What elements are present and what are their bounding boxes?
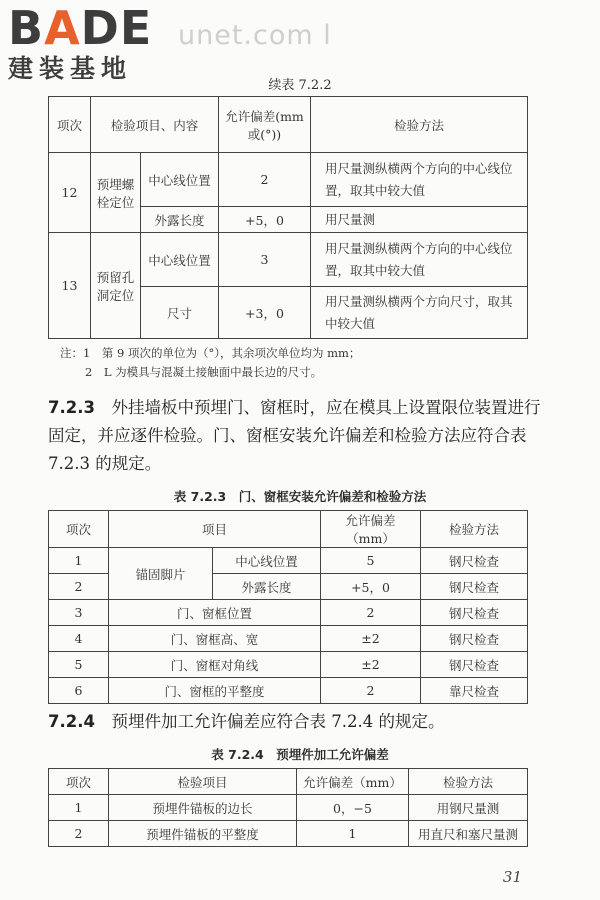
cell-item: 门、窗框的平整度 <box>109 678 321 704</box>
cell-method: 用尺量测 <box>311 207 528 233</box>
table-7-2-4 <box>48 768 528 847</box>
cell-no: 4 <box>49 626 109 652</box>
cell-tolerance: 3 <box>219 233 311 287</box>
note-2: 2 L 为模具与混凝土接触面中最长边的尺寸。 <box>85 365 323 379</box>
cell-method: 用尺量测纵横两个方向的中心线位置，取其中较大值 <box>311 153 528 207</box>
cell-no: 2 <box>49 821 109 847</box>
col-header-tolerance: 允许偏差（mm） <box>297 769 409 795</box>
col-header-method: 检验方法 <box>421 511 528 548</box>
col-header-no: 项次 <box>49 511 109 548</box>
cell-item: 预埋件锚板的边长 <box>109 795 297 821</box>
cell-item: 门、窗框位置 <box>109 600 321 626</box>
table-7-2-3-caption: 表 7.2.3 门、窗框安装允许偏差和检验方法 <box>173 489 427 504</box>
cell-tolerance: +5，0 <box>219 207 311 233</box>
cell-tolerance: 2 <box>219 153 311 207</box>
table-row <box>49 652 528 678</box>
col-header-no: 项次 <box>49 769 109 795</box>
cell-tolerance: +5，0 <box>321 574 421 600</box>
cell-item: 门、窗框对角线 <box>109 652 321 678</box>
cell-tolerance: +3，0 <box>219 287 311 339</box>
cell-tolerance: 2 <box>321 678 421 704</box>
section-7-2-3 <box>48 394 548 478</box>
cell-method: 钢尺检查 <box>421 600 528 626</box>
table-row <box>49 678 528 704</box>
table-notes <box>60 344 360 382</box>
table-7-2-2-caption: 续表 7.2.2 <box>268 78 332 93</box>
logo <box>8 1 188 84</box>
cell-item: 门、窗框高、宽 <box>109 626 321 652</box>
cell-tolerance: 2 <box>321 600 421 626</box>
cell-method: 钢尺检查 <box>421 574 528 600</box>
table-7-2-2 <box>48 96 528 339</box>
cell-tolerance: ±2 <box>321 652 421 678</box>
cell-method: 靠尺检查 <box>421 678 528 704</box>
cell-no: 12 <box>49 153 91 233</box>
table-7-2-4-caption: 表 7.2.4 预埋件加工允许偏差 <box>211 747 389 762</box>
cell-sub: 中心线位置 <box>141 153 219 207</box>
cell-item: 中心线位置 <box>213 548 321 574</box>
table-header-row <box>49 769 528 795</box>
cell-sub: 尺寸 <box>141 287 219 339</box>
cell-no: 3 <box>49 600 109 626</box>
col-header-item: 项目 <box>109 511 321 548</box>
cell-method: 用尺量测纵横两个方向尺寸，取其中较大值 <box>311 287 528 339</box>
cell-no: 2 <box>49 574 109 600</box>
table-header-row <box>49 511 528 548</box>
cell-tolerance: 5 <box>321 548 421 574</box>
cell-no: 6 <box>49 678 109 704</box>
cell-method: 钢尺检查 <box>421 548 528 574</box>
section-7-2-4 <box>48 708 548 736</box>
table-7-2-3 <box>48 510 528 704</box>
watermark: unet.com l <box>178 20 332 51</box>
cell-no: 5 <box>49 652 109 678</box>
logo-subtitle: 建装基地 <box>8 54 133 83</box>
col-header-item: 检验项目 <box>109 769 297 795</box>
table-row <box>49 821 528 847</box>
cell-sub: 外露长度 <box>141 207 219 233</box>
cell-tolerance: ±2 <box>321 626 421 652</box>
cell-item: 外露长度 <box>213 574 321 600</box>
col-header-tolerance: 允许偏差（mm） <box>321 511 421 548</box>
cell-method: 用尺量测纵横两个方向的中心线位置，取其中较大值 <box>311 233 528 287</box>
col-header-tolerance: 允许偏差(mm 或(°)) <box>219 97 311 153</box>
table-row <box>49 795 528 821</box>
cell-item: 预埋件锚板的平整度 <box>109 821 297 847</box>
cell-no: 1 <box>49 795 109 821</box>
col-header-no: 项次 <box>49 97 91 153</box>
col-header-method: 检验方法 <box>311 97 528 153</box>
table-row <box>49 600 528 626</box>
cell-method: 钢尺检查 <box>421 652 528 678</box>
cell-no: 1 <box>49 548 109 574</box>
cell-group: 锚固脚片 <box>109 548 213 600</box>
cell-tolerance: 0，−5 <box>297 795 409 821</box>
col-header-item: 检验项目、内容 <box>91 97 219 153</box>
section-text: 外挂墙板中预埋门、窗框时，应在模具上设置限位装置进行固定，并应逐件检验。门、窗框安装允许偏差和检验方法应符合表 7.2.3 的规定。 <box>48 398 541 473</box>
cell-group: 预埋螺栓定位 <box>91 153 141 233</box>
cell-method: 用钢尺量测 <box>409 795 528 821</box>
section-number: 7.2.4 <box>48 712 95 731</box>
table-row <box>49 626 528 652</box>
cell-group: 预留孔洞定位 <box>91 233 141 339</box>
table-header-row <box>49 97 528 153</box>
table-row <box>49 233 528 287</box>
cell-no: 13 <box>49 233 91 339</box>
table-row <box>49 548 528 574</box>
col-header-method: 检验方法 <box>409 769 528 795</box>
cell-tolerance: 1 <box>297 821 409 847</box>
cell-method: 用直尺和塞尺量测 <box>409 821 528 847</box>
note-1: 注：1 第 9 项次的单位为（°），其余项次单位均为 mm； <box>60 346 361 360</box>
page-number: 31 <box>502 868 522 886</box>
section-text: 预埋件加工允许偏差应符合表 7.2.4 的规定。 <box>111 712 445 731</box>
section-number: 7.2.3 <box>48 398 95 417</box>
cell-sub: 中心线位置 <box>141 233 219 287</box>
table-row <box>49 153 528 207</box>
logo-wordmark: BADE <box>8 1 153 55</box>
cell-method: 钢尺检查 <box>421 626 528 652</box>
